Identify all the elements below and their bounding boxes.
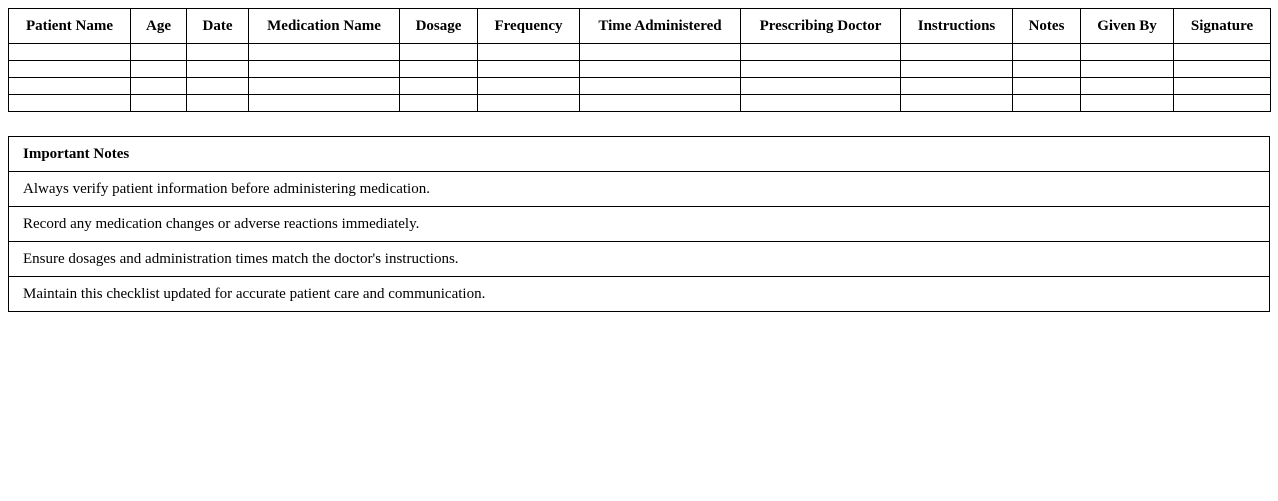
table-cell[interactable] — [1013, 95, 1081, 112]
table-cell[interactable] — [249, 44, 400, 61]
table-cell[interactable] — [478, 44, 580, 61]
table-cell[interactable] — [1081, 44, 1174, 61]
note-text: Always verify patient information before administering medication. — [9, 172, 1270, 207]
table-cell[interactable] — [1174, 95, 1271, 112]
table-cell[interactable] — [131, 95, 187, 112]
table-cell[interactable] — [580, 44, 741, 61]
table-cell[interactable] — [901, 95, 1013, 112]
table-cell[interactable] — [901, 61, 1013, 78]
header-frequency: Frequency — [478, 9, 580, 44]
table-cell[interactable] — [1013, 44, 1081, 61]
table-cell[interactable] — [741, 95, 901, 112]
table-cell[interactable] — [580, 78, 741, 95]
table-cell[interactable] — [249, 78, 400, 95]
table-cell[interactable] — [249, 95, 400, 112]
medication-log-table — [8, 8, 1271, 112]
table-cell[interactable] — [478, 78, 580, 95]
table-cell[interactable] — [1013, 61, 1081, 78]
table-cell[interactable] — [9, 95, 131, 112]
table-row — [9, 78, 1271, 95]
table-cell[interactable] — [187, 44, 249, 61]
table-cell[interactable] — [9, 44, 131, 61]
table-cell[interactable] — [1174, 78, 1271, 95]
header-patient-name: Patient Name — [9, 9, 131, 44]
table-cell[interactable] — [1081, 78, 1174, 95]
header-signature: Signature — [1174, 9, 1271, 44]
table-cell[interactable] — [741, 44, 901, 61]
table-cell[interactable] — [580, 95, 741, 112]
note-text: Ensure dosages and administration times match the doctor's instructions. — [9, 242, 1270, 277]
table-cell[interactable] — [1081, 95, 1174, 112]
medication-checklist-sheet — [8, 8, 1270, 312]
table-cell[interactable] — [1013, 78, 1081, 95]
header-prescribing-doctor: Prescribing Doctor — [741, 9, 901, 44]
table-cell[interactable] — [400, 78, 478, 95]
table-cell[interactable] — [400, 44, 478, 61]
list-item — [9, 207, 1270, 242]
table-header-row — [9, 9, 1271, 44]
header-medication-name: Medication Name — [249, 9, 400, 44]
list-item — [9, 277, 1270, 312]
header-dosage: Dosage — [400, 9, 478, 44]
table-cell[interactable] — [741, 61, 901, 78]
header-given-by: Given By — [1081, 9, 1174, 44]
notes-heading-row — [9, 137, 1270, 172]
table-cell[interactable] — [400, 95, 478, 112]
table-cell[interactable] — [9, 78, 131, 95]
table-cell[interactable] — [478, 61, 580, 78]
table-cell[interactable] — [131, 61, 187, 78]
table-cell[interactable] — [901, 44, 1013, 61]
header-instructions: Instructions — [901, 9, 1013, 44]
note-text: Record any medication changes or adverse reactions immediately. — [9, 207, 1270, 242]
table-row — [9, 44, 1271, 61]
table-cell[interactable] — [187, 95, 249, 112]
table-cell[interactable] — [1174, 44, 1271, 61]
table-row — [9, 95, 1271, 112]
table-cell[interactable] — [131, 78, 187, 95]
table-cell[interactable] — [478, 95, 580, 112]
note-text: Maintain this checklist updated for accurate patient care and communication. — [9, 277, 1270, 312]
table-cell[interactable] — [187, 61, 249, 78]
table-row — [9, 61, 1271, 78]
table-cell[interactable] — [249, 61, 400, 78]
table-cell[interactable] — [580, 61, 741, 78]
table-cell[interactable] — [1081, 61, 1174, 78]
notes-heading: Important Notes — [9, 137, 1270, 172]
header-notes: Notes — [1013, 9, 1081, 44]
important-notes-table — [8, 136, 1270, 312]
header-age: Age — [131, 9, 187, 44]
table-cell[interactable] — [901, 78, 1013, 95]
header-date: Date — [187, 9, 249, 44]
table-cell[interactable] — [400, 61, 478, 78]
table-cell[interactable] — [9, 61, 131, 78]
header-time-administered: Time Administered — [580, 9, 741, 44]
table-cell[interactable] — [741, 78, 901, 95]
table-cell[interactable] — [1174, 61, 1271, 78]
table-cell[interactable] — [187, 78, 249, 95]
list-item — [9, 242, 1270, 277]
list-item — [9, 172, 1270, 207]
table-cell[interactable] — [131, 44, 187, 61]
